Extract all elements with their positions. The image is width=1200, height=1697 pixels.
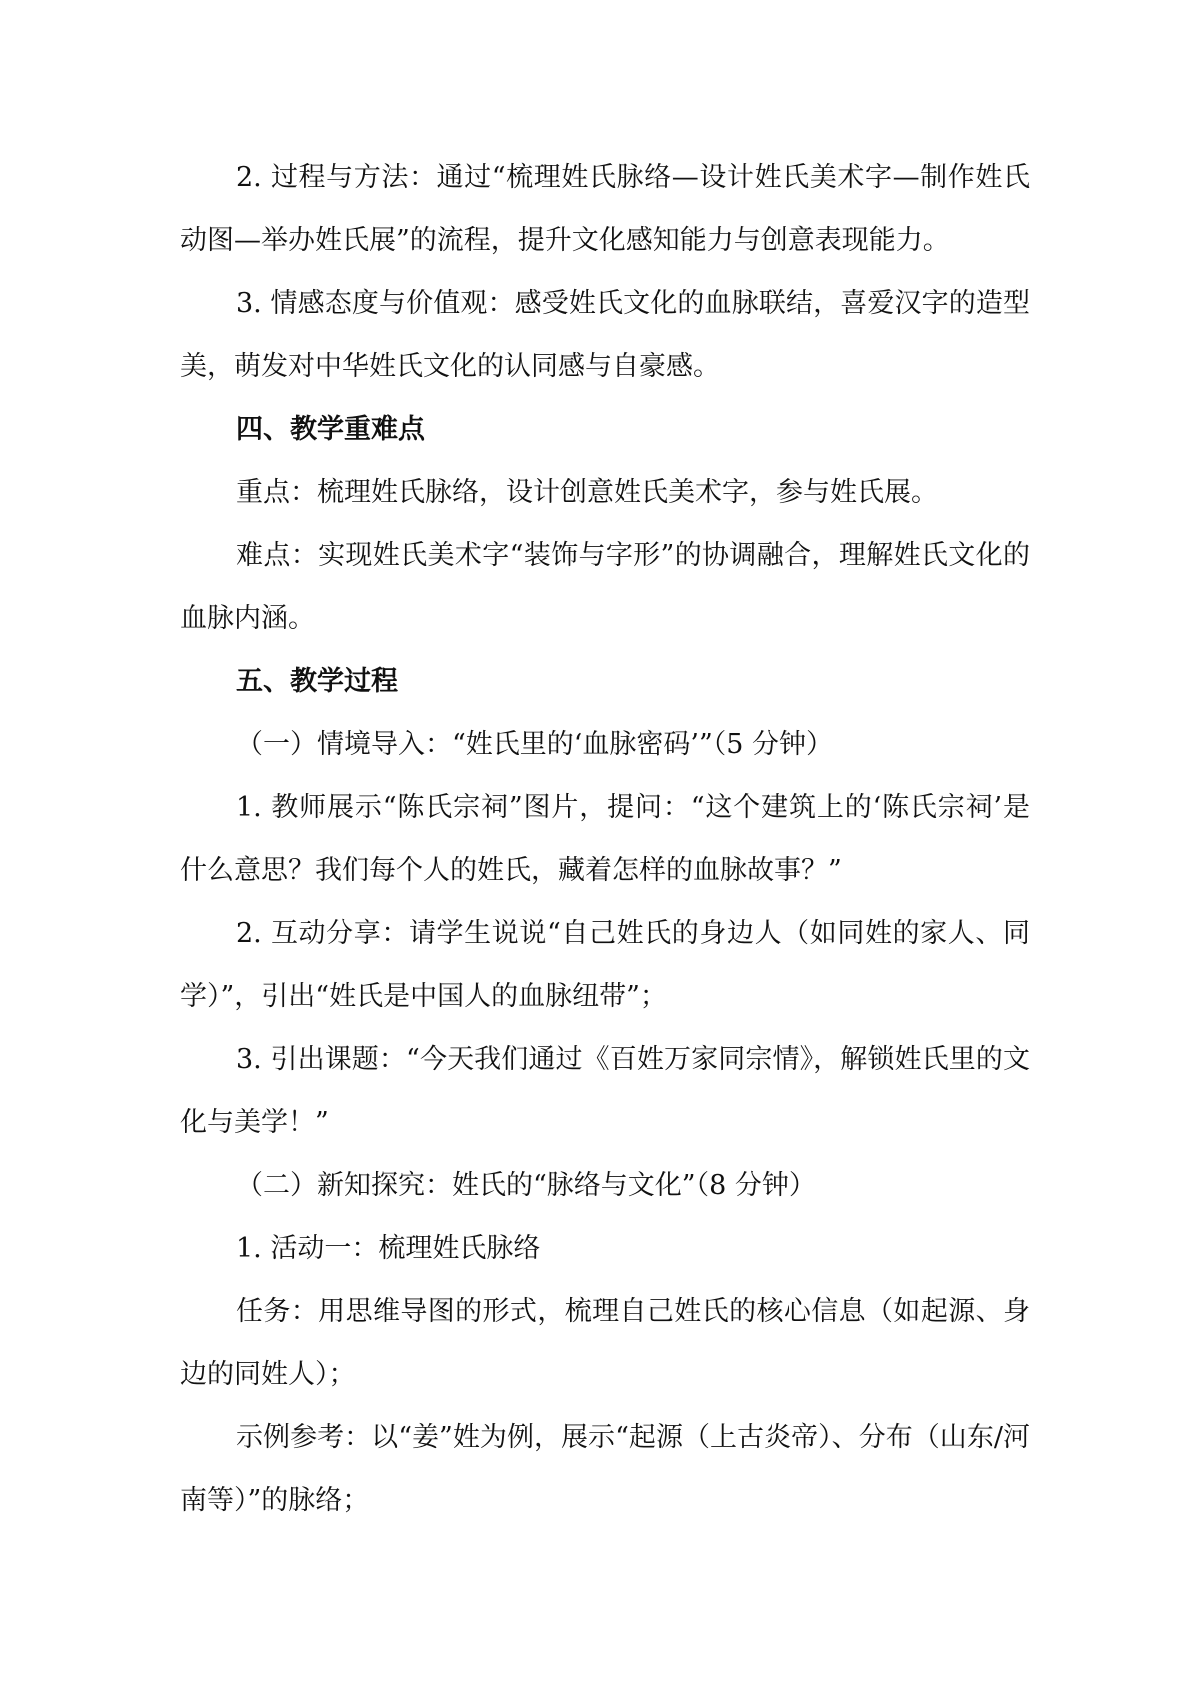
paragraph-example: 示例参考：以“姜”姓为例，展示“起源（上古炎帝）、分布（山东/河南等）”的脉络； bbox=[180, 1422, 1030, 1516]
paragraph-difficult-points: 难点：实现姓氏美术字“装饰与字形”的协调融合，理解姓氏文化的血脉内涵。 bbox=[180, 540, 1030, 634]
paragraph-step-1: 1. 教师展示“陈氏宗祠”图片，提问：“这个建筑上的‘陈氏宗祠’是什么意思？我们每个人的姓氏，藏着怎样的血脉故事？” bbox=[180, 792, 1030, 886]
document-body bbox=[180, 146, 1030, 1532]
section-heading-teaching-process: 五、教学过程 bbox=[236, 666, 398, 697]
paragraph-new-knowledge: （二）新知探究：姓氏的“脉络与文化”（8 分钟） bbox=[236, 1170, 816, 1201]
paragraph-emotion-values: 3. 情感态度与价值观：感受姓氏文化的血脉联结，喜爱汉字的造型美，萌发对中华姓氏文化的认同感与自豪感。 bbox=[180, 288, 1030, 382]
paragraph-process-method: 2. 过程与方法：通过“梳理姓氏脉络—设计姓氏美术字—制作姓氏动图—举办姓氏展”的流程，提升文化感知能力与创意表现能力。 bbox=[180, 162, 1030, 256]
paragraph-step-3: 3. 引出课题：“今天我们通过《百姓万家同宗情》，解锁姓氏里的文化与美学！” bbox=[180, 1044, 1030, 1138]
paragraph-activity-1: 1. 活动一：梳理姓氏脉络 bbox=[236, 1233, 541, 1264]
paragraph-situation-intro: （一）情境导入：“姓氏里的‘血脉密码’”（5 分钟） bbox=[236, 729, 834, 760]
section-heading-key-difficult-points: 四、教学重难点 bbox=[236, 414, 425, 445]
paragraph-key-points: 重点：梳理姓氏脉络，设计创意姓氏美术字，参与姓氏展。 bbox=[236, 477, 938, 508]
paragraph-task: 任务：用思维导图的形式，梳理自己姓氏的核心信息（如起源、身边的同姓人）； bbox=[180, 1296, 1030, 1390]
paragraph-step-2: 2. 互动分享：请学生说说“自己姓氏的身边人（如同姓的家人、同学）”，引出“姓氏是中国人的血脉纽带”； bbox=[180, 918, 1030, 1012]
